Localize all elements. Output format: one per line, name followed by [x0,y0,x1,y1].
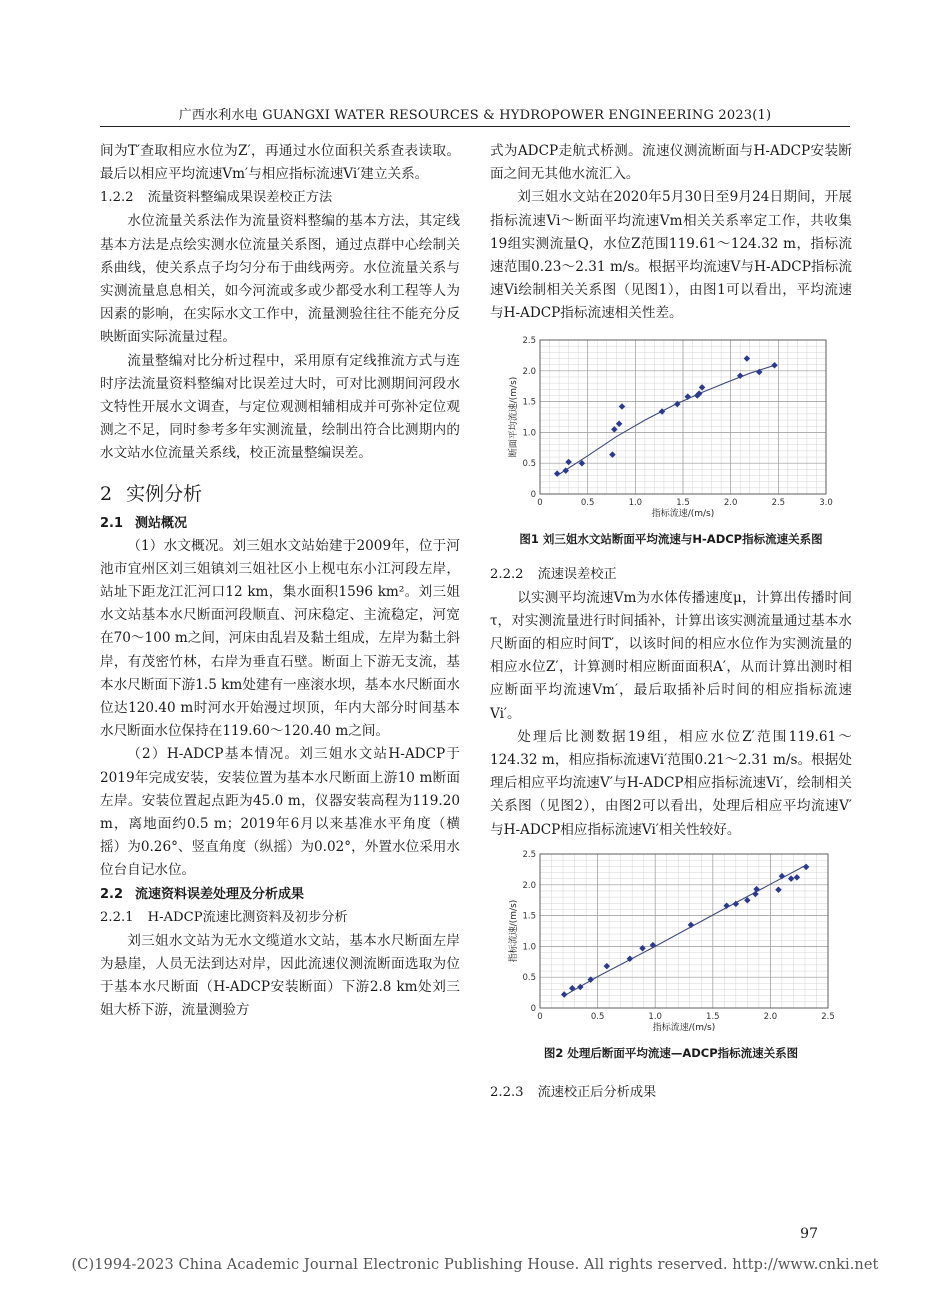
data-point [565,458,572,465]
paragraph: （1）水文概况。刘三姐水文站始建于2009年，位于河池市宜州区刘三姐镇刘三姐社区小上枧屯东小江河段左岸，站址下距龙江汇河口12 km，集水面积1596 km²。刘三姐水文站基本水尺断面河段顺直、河床稳定、主流稳定，河宽在70～100 m之间，河床由乱岩及黏土组成，左岸为黏土斜岸，有茂密竹林，右岸为垂直石壁。断面上下游无支流，基本水尺断面下游1.5 km处建有一座滚水坝，基本水尺断面水位达120.40 m时河水开始漫过坝顶，年内大部分时间基本水尺断面水位保持在119.60～120.40 m之间。 [100,537,460,740]
data-point [639,945,646,952]
x-tick-label: 2.0 [763,1011,778,1022]
data-point [794,874,801,881]
paragraph: 水位流量关系法作为流量资料整编的基本方法，其定线基本方法是点绘实测水位流量关系图，通过点群中心绘制关系曲线，使关系点子均匀分布于曲线两旁。水位流量关系与实测流量息息相关，如今河流或多或少都受水利工程等人为因素的影响，在实际水文工作中，流量测验往往不能充分反映断面实际流量过程。 [100,213,460,346]
data-point [554,470,561,477]
subsection-1-2-2: 1.2.2 流量资料整编成果误差校正方法 [100,190,333,206]
paragraph: 处理后比测数据19组，相应水位Z′范围119.61～124.32 m，相应指标流速Vi′范围0.21～2.31 m/s。根据处理后相应平均流速V′与H-ADCP相应指标流速Vi′，绘制相关关系图（见图2），由图2可以看出，处理后相应平均流速V′与H-ADCP相应指标流速Vi′相关性较好。 [490,728,852,838]
header-rule [100,126,850,127]
data-point [619,403,626,410]
subsection-2-2: 2.2 流速资料误差处理及分析成果 [100,886,305,902]
x-tick-label: 0.5 [580,497,595,508]
data-point [685,393,692,400]
data-point [688,921,695,928]
y-tick-label: 0.5 [522,973,536,984]
paragraph: 刘三姐水文站为无水文缆道水文站，基本水尺断面左岸为悬崖，人员无法到达对岸，因此流速仪测流断面选取为位于基本水尺断面（H-ADCP安装断面）下游2.8 km处刘三姐大桥下游，流量测验方 [100,932,460,1019]
data-point [699,384,706,391]
subsection-2-2-2: 2.2.2 流速误差校正 [490,566,617,582]
left-column [100,140,460,1023]
x-tick-label: 1.0 [648,1011,662,1022]
x-axis-label: 指标流速/(m/s) [652,1022,716,1033]
y-tick-label: 2.0 [522,366,536,377]
paragraph: 以实测平均流速Vm为水体传播速度μ，计算出传播时间τ，对实测流量进行时间插补，计算出该实测流量通过基本水尺断面的相应时间T′，以该时间的相应水位作为实测流量的相应水位Z′，计算测时相应断面面积A′，从而计算出测时相应断面平均流速Vm′，最后取插补后时间的相应指标流速Vi′。 [490,589,852,722]
y-tick-label: 2.5 [522,335,536,346]
x-tick-label: 0 [537,1011,543,1022]
y-tick-label: 1.5 [522,397,536,408]
y-tick-label: 1.0 [522,942,536,953]
y-tick-label: 0 [530,1003,536,1014]
x-tick-label: 2.5 [821,1011,835,1022]
copyright-footer: (C)1994-2023 China Academic Journal Electronic Publishing House. All rights reserved. http://www.cnki.net [71,1257,879,1273]
figure-1-caption: 图1 刘三姐水文站断面平均流速与H-ADCP指标流速关系图 [519,531,823,546]
y-tick-label: 2.5 [522,849,536,860]
subsection-2-2-3: 2.2.3 流速校正后分析成果 [490,1084,657,1100]
x-tick-label: 1.0 [628,497,643,508]
running-header: 广西水利水电 GUANGXI WATER RESOURCES & HYDROPOWER ENGINEERING 2023(1) [178,108,772,123]
y-tick-label: 0.5 [522,458,536,469]
data-point [775,886,782,893]
x-tick-label: 2.5 [771,497,786,508]
data-point [803,864,810,871]
data-point [611,426,618,433]
figure-2-caption: 图2 处理后断面平均流速—ADCP指标流速关系图 [543,1045,799,1060]
x-tick-label: 0.5 [590,1011,605,1022]
y-tick-label: 0 [530,489,536,500]
data-point [744,355,751,362]
subsection-2-2-1: 2.2.1 H-ADCP流速比测资料及初步分析 [100,909,348,925]
figure-1 [490,334,852,549]
section-heading-2: 2 实例分析 [100,482,203,505]
right-column [490,140,852,1105]
figure-2-chart [490,850,852,1038]
y-tick-label: 1.5 [522,911,536,922]
x-tick-label: 2.0 [723,497,738,508]
x-tick-label: 1.5 [676,497,690,508]
page-number: 97 [800,1226,818,1242]
data-point [752,891,759,898]
paragraph: 流量整编对比分析过程中，采用原有定线推流方式与连时序法流量资料整编对比误差过大时，可对比测期间河段水文特性开展水文调查，与定位观测相辅相成并可弥补定位观测之不足，同时参考多年实测流量，绘制出符合比测期内的水文站水位流量关系线，校正流量整编误差。 [100,352,460,462]
paragraph: 间为T′查取相应水位为Z′，再通过水位面积关系查表读取。最后以相应平均流速Vm′与相应指标流速Vi′建立关系。 [100,143,460,183]
figure-2 [490,850,852,1063]
x-axis-label: 指标流速/(m/s) [651,508,715,519]
x-tick-label: 3.0 [819,497,833,508]
x-tick-label: 1.5 [706,1011,720,1022]
y-axis-label: 指标流速/(m/s) [509,899,519,963]
data-point [771,362,778,369]
paragraph: （2）H-ADCP基本情况。刘三姐水文站H-ADCP于2019年完成安装，安装位置为基本水尺断面上游10 m断面左岸。安装位置起点距为45.0 m，仪器安装高程为119.20 m，离地面约0.5 m；2019年6月以来基准水平角度（横摇）为0.26°、竖直角度（纵摇）为0.02°，外置水位采用水位台自记水位。 [100,746,460,879]
y-tick-label: 2.0 [522,880,536,891]
data-point [561,991,568,998]
y-tick-label: 1.0 [522,428,536,439]
trend-line [557,365,774,475]
x-tick-label: 0 [537,497,543,508]
y-axis-label: 断面平均流速/(m/s) [509,376,519,457]
paragraph: 式为ADCP走航式桥测。流速仪测流断面与H-ADCP安装断面之间无其他水流汇入。 [490,143,852,183]
subsection-2-1: 2.1 测站概况 [100,515,188,531]
paragraph: 刘三姐水文站在2020年5月30日至9月24日期间，开展指标流速Vi～断面平均流速Vm相关关系率定工作，共收集19组实测流量Q，水位Z范围119.61～124.32 m，指标流速范围0.23～2.31 m/s。根据平均流速V与H-ADCP指标流速Vi绘制相关关系图（见图1），由图1可以看出，平均流速与H-ADCP指标流速相关性差。 [490,189,852,322]
figure-1-chart [490,334,852,524]
